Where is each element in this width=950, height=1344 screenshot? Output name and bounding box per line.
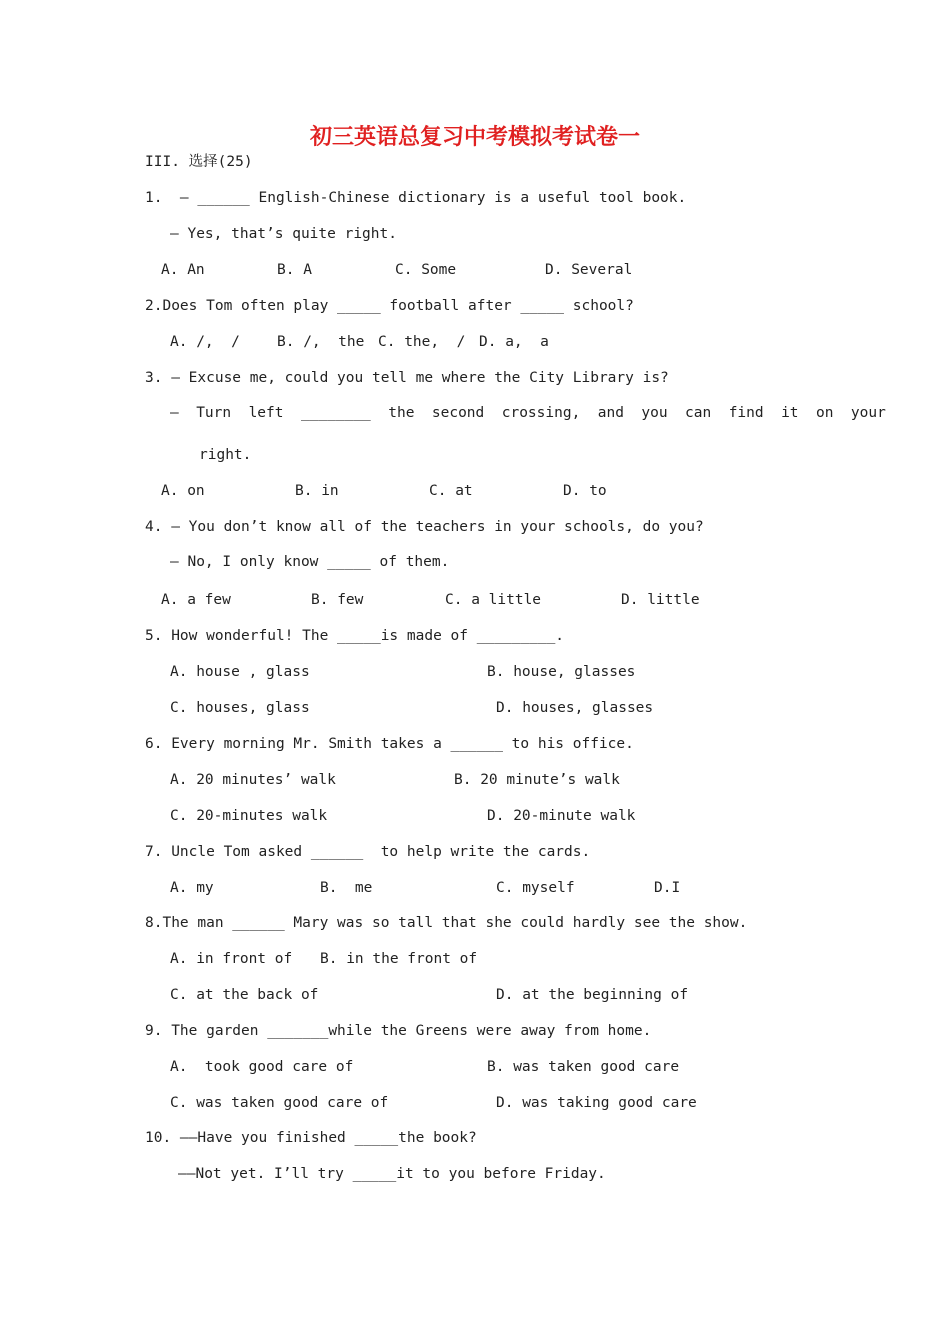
option-4c: C. a little <box>445 592 542 608</box>
option-3d: D. to <box>563 483 607 499</box>
option-8c: C. at the back of <box>170 987 319 1003</box>
option-5d: D. houses, glasses <box>496 700 654 716</box>
option-6b: B. 20 minute’s walk <box>454 772 620 788</box>
option-3c: C. at <box>429 483 473 499</box>
option-1c: C. Some <box>395 262 457 278</box>
option-2b: B. /, the <box>277 334 365 350</box>
option-7d: D.I <box>654 880 681 896</box>
question-6: 6. Every morning Mr. Smith takes a ______ to his office. <box>145 736 634 752</box>
option-1d: D. Several <box>545 262 633 278</box>
option-3b: B. in <box>295 483 339 499</box>
answer-line-3-cont: right. <box>199 447 252 463</box>
question-10: 10. ——Have you finished _____the book? <box>145 1130 477 1146</box>
option-4b: B. few <box>311 592 364 608</box>
answer-line-3: — Turn left ________ the second crossing, and you can find it on your <box>170 405 886 421</box>
option-9d: D. was taking good care <box>496 1095 697 1111</box>
option-8b: B. in the front of <box>320 951 478 967</box>
option-8d: D. at the beginning of <box>496 987 689 1003</box>
answer-line-4: — No, I only know _____ of them. <box>170 554 450 570</box>
answer-line-10: ——Not yet. I’ll try _____it to you before Friday. <box>178 1166 606 1182</box>
option-1b: B. A <box>277 262 312 278</box>
option-3a: A. on <box>161 483 205 499</box>
option-1a: A. An <box>161 262 205 278</box>
option-8a: A. in front of <box>170 951 293 967</box>
question-9: 9. The garden _______while the Greens were away from home. <box>145 1023 652 1039</box>
option-2c: C. the, / <box>378 334 466 350</box>
option-7b: B. me <box>320 880 373 896</box>
option-6d: D. 20-minute walk <box>487 808 636 824</box>
page-title: 初三英语总复习中考模拟考试卷一 <box>309 124 640 150</box>
section-heading: III. 选择(25) <box>145 154 253 170</box>
question-3: 3. — Excuse me, could you tell me where the City Library is? <box>145 370 669 386</box>
question-2: 2.Does Tom often play _____ football after _____ school? <box>145 298 634 314</box>
option-7a: A. my <box>170 880 214 896</box>
question-8: 8.The man ______ Mary was so tall that she could hardly see the show. <box>145 915 748 931</box>
option-4a: A. a few <box>161 592 231 608</box>
option-5a: A. house , glass <box>170 664 310 680</box>
option-2d: D. a, a <box>479 334 549 350</box>
option-9c: C. was taken good care of <box>170 1095 389 1111</box>
option-4d: D. little <box>621 592 700 608</box>
question-7: 7. Uncle Tom asked ______ to help write the cards. <box>145 844 591 860</box>
option-9a: A. took good care of <box>170 1059 354 1075</box>
option-7c: C. myself <box>496 880 575 896</box>
option-2a: A. /, / <box>170 334 240 350</box>
option-5b: B. house, glasses <box>487 664 636 680</box>
option-6c: C. 20-minutes walk <box>170 808 328 824</box>
answer-line-1: — Yes, that’s quite right. <box>170 226 397 242</box>
option-6a: A. 20 minutes’ walk <box>170 772 336 788</box>
option-9b: B. was taken good care <box>487 1059 680 1075</box>
question-1: 1. — ______ English-Chinese dictionary is a useful tool book. <box>145 190 687 206</box>
question-4: 4. — You don’t know all of the teachers in your schools, do you? <box>145 519 704 535</box>
question-5: 5. How wonderful! The _____is made of _________. <box>145 628 565 644</box>
option-5c: C. houses, glass <box>170 700 310 716</box>
